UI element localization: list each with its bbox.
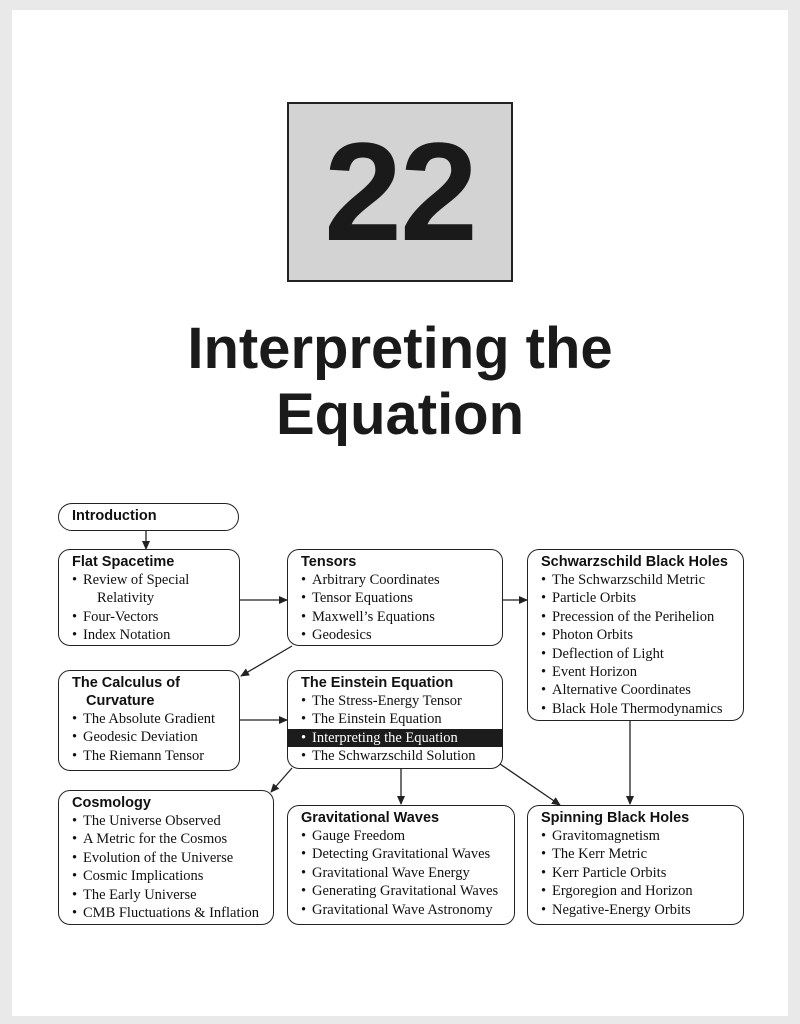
list-item: • Ergoregion and Horizon [528, 882, 743, 900]
list-item: • Four-Vectors [59, 608, 239, 626]
list-item: • Gravitational Wave Astronomy [288, 901, 514, 919]
chapter-title [0, 316, 800, 448]
list-item: • Alternative Coordinates [528, 681, 743, 699]
list-item: • Particle Orbits [528, 589, 743, 607]
list-item: • Generating Gravitational Waves [288, 882, 514, 900]
box-spinning-black-holes [527, 805, 744, 925]
list-item: • The Absolute Gradient [59, 710, 239, 728]
box-flat-spacetime-title: Flat Spacetime [72, 554, 175, 570]
box-calculus-title-line-1: The Calculus of [72, 675, 180, 691]
box-schwarzschild-black-holes [527, 549, 744, 721]
box-calculus-of-curvature [58, 670, 240, 771]
list-item: • Gravitomagnetism [528, 827, 743, 845]
list-item: • Deflection of Light [528, 645, 743, 663]
box-tensors [287, 549, 503, 646]
list-item: • Review of Special [59, 571, 239, 589]
box-gravitational-waves-title: Gravitational Waves [301, 810, 440, 826]
list-item: • Detecting Gravitational Waves [288, 845, 514, 863]
chapter-number: 22 [324, 113, 476, 270]
list-item: • Tensor Equations [288, 589, 502, 607]
box-introduction-title: Introduction [72, 508, 157, 524]
list-item: • The Riemann Tensor [59, 747, 239, 765]
list-item: • Arbitrary Coordinates [288, 571, 502, 589]
list-item: • The Schwarzschild Solution [288, 747, 502, 765]
box-calculus-title-line-2: Curvature [86, 693, 155, 709]
list-item: Relativity [97, 590, 155, 607]
list-item: • Geodesic Deviation [59, 728, 239, 746]
list-item: • CMB Fluctuations & Inflation [59, 904, 273, 922]
chapter-number-box [287, 102, 513, 282]
list-item: • The Kerr Metric [528, 845, 743, 863]
box-cosmology-title: Cosmology [72, 795, 151, 811]
list-item: • Cosmic Implications [59, 867, 273, 885]
list-item: • A Metric for the Cosmos [59, 830, 273, 848]
box-tensors-title: Tensors [301, 554, 357, 570]
list-item: • The Universe Observed [59, 812, 273, 830]
box-flat-spacetime [58, 549, 240, 646]
list-item: • Photon Orbits [528, 626, 743, 644]
list-item: • Geodesics [288, 626, 502, 644]
current-section-item: • Interpreting the Equation [287, 729, 503, 747]
list-item: • The Einstein Equation [288, 710, 502, 728]
box-gravitational-waves [287, 805, 515, 925]
list-item: • Negative-Energy Orbits [528, 901, 743, 919]
box-einstein-title: The Einstein Equation [301, 675, 454, 691]
chapter-title-line-1: Interpreting the [187, 316, 613, 381]
list-item: • The Schwarzschild Metric [528, 571, 743, 589]
box-cosmology [58, 790, 274, 925]
list-item: • Event Horizon [528, 663, 743, 681]
list-item: • Gauge Freedom [288, 827, 514, 845]
list-item: • The Early Universe [59, 886, 273, 904]
box-schwarzschild-title: Schwarzschild Black Holes [541, 554, 728, 570]
list-item: • Evolution of the Universe [59, 849, 273, 867]
box-spinning-title: Spinning Black Holes [541, 810, 690, 826]
chapter-title-line-2: Equation [275, 382, 525, 447]
list-item: • Precession of the Perihelion [528, 608, 743, 626]
list-item: • Gravitational Wave Energy [288, 864, 514, 882]
list-item: • Index Notation [59, 626, 239, 644]
list-item: • Maxwell’s Equations [288, 608, 502, 626]
box-einstein-equation [287, 670, 503, 769]
list-item: • The Stress-Energy Tensor [288, 692, 502, 710]
list-item: • Kerr Particle Orbits [528, 864, 743, 882]
box-introduction [58, 503, 239, 531]
list-item: • Black Hole Thermodynamics [528, 700, 743, 718]
